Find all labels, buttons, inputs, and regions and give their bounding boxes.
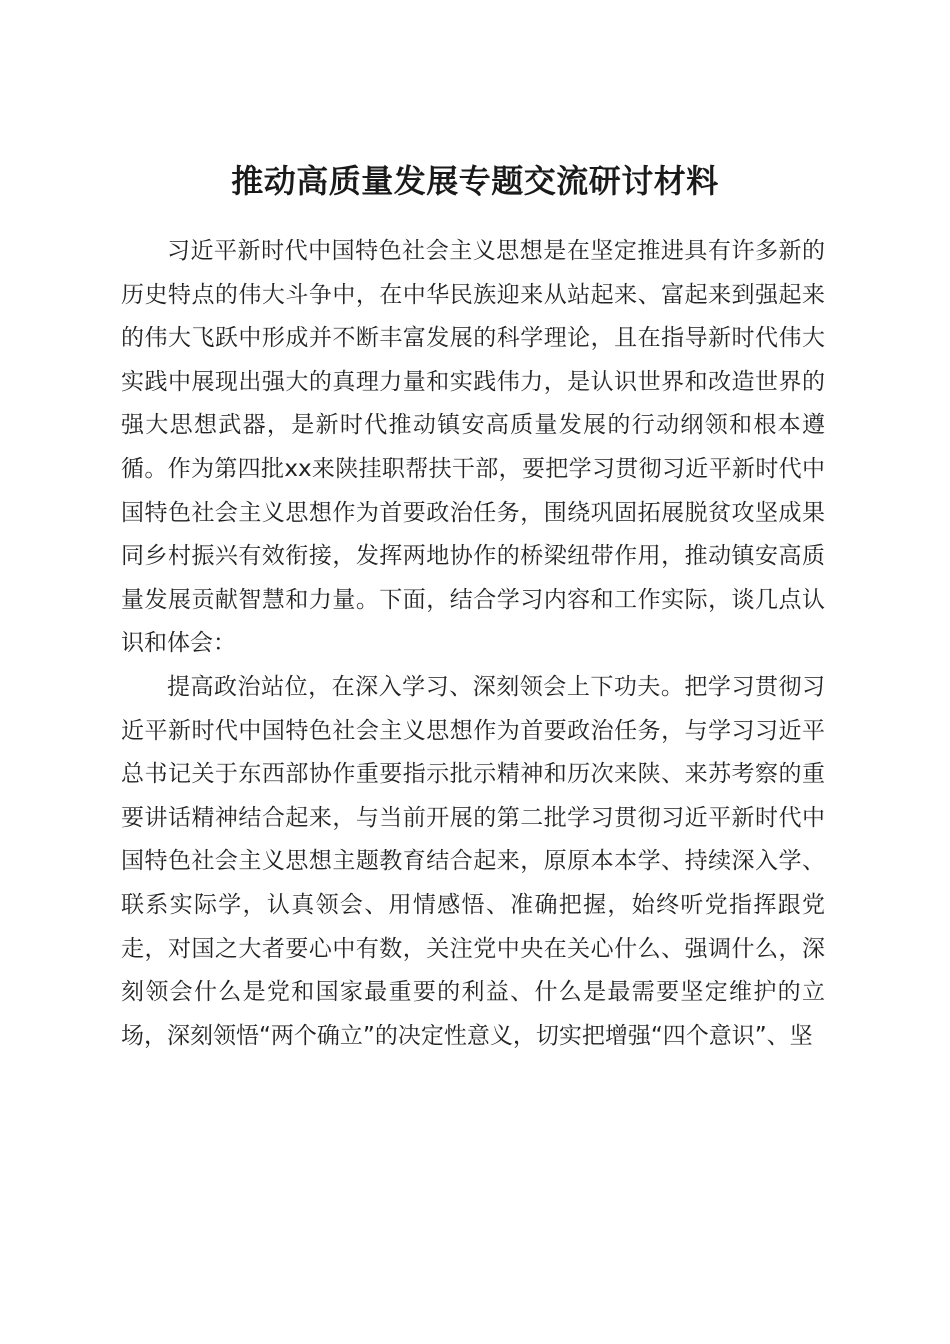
document-body — [121, 230, 825, 1058]
paragraph: 提高政治站位，在深入学习、深刻领会上下功夫。把学习贯彻习近平新时代中国特色社会主义思想作为首要政治任务，与学习习近平总书记关于东西部协作重要指示批示精神和历次来陕、来苏考察的重要讲话精神结合起来，与当前开展的第二批学习贯彻习近平新时代中国特色社会主义思想主题教育结合起来，原原本本学、持续深入学、联系实际学，认真领会、用情感悟、准确把握，始终听党指挥跟党走，对国之大者要心中有数，关注党中央在关心什么、强调什么，深刻领会什么是党和国家最重要的利益、什么是最需要坚定维护的立场，深刻领悟“两个确立”的决定性意义，切实把增强“四个意识”、坚 — [121, 673, 825, 1049]
document-title: 推动高质量发展专题交流研讨材料 — [231, 162, 719, 201]
paragraph: 习近平新时代中国特色社会主义思想是在坚定推进具有许多新的历史特点的伟大斗争中，在中华民族迎来从站起来、富起来到强起来的伟大飞跃中形成并不断丰富发展的科学理论，且在指导新时代伟大实践中展现出强大的真理力量和实践伟力，是认识世界和改造世界的强大思想武器，是新时代推动镇安高质量发展的行动纲领和根本遵循。作为第四批xx来陕挂职帮扶干部，要把学习贯彻习近平新时代中国特色社会主义思想作为首要政治任务，围绕巩固拓展脱贫攻坚成果同乡村振兴有效衔接，发挥两地协作的桥梁纽带作用，推动镇安高质量发展贡献智慧和力量。下面，结合学习内容和工作实际，谈几点认识和体会： — [121, 238, 825, 657]
